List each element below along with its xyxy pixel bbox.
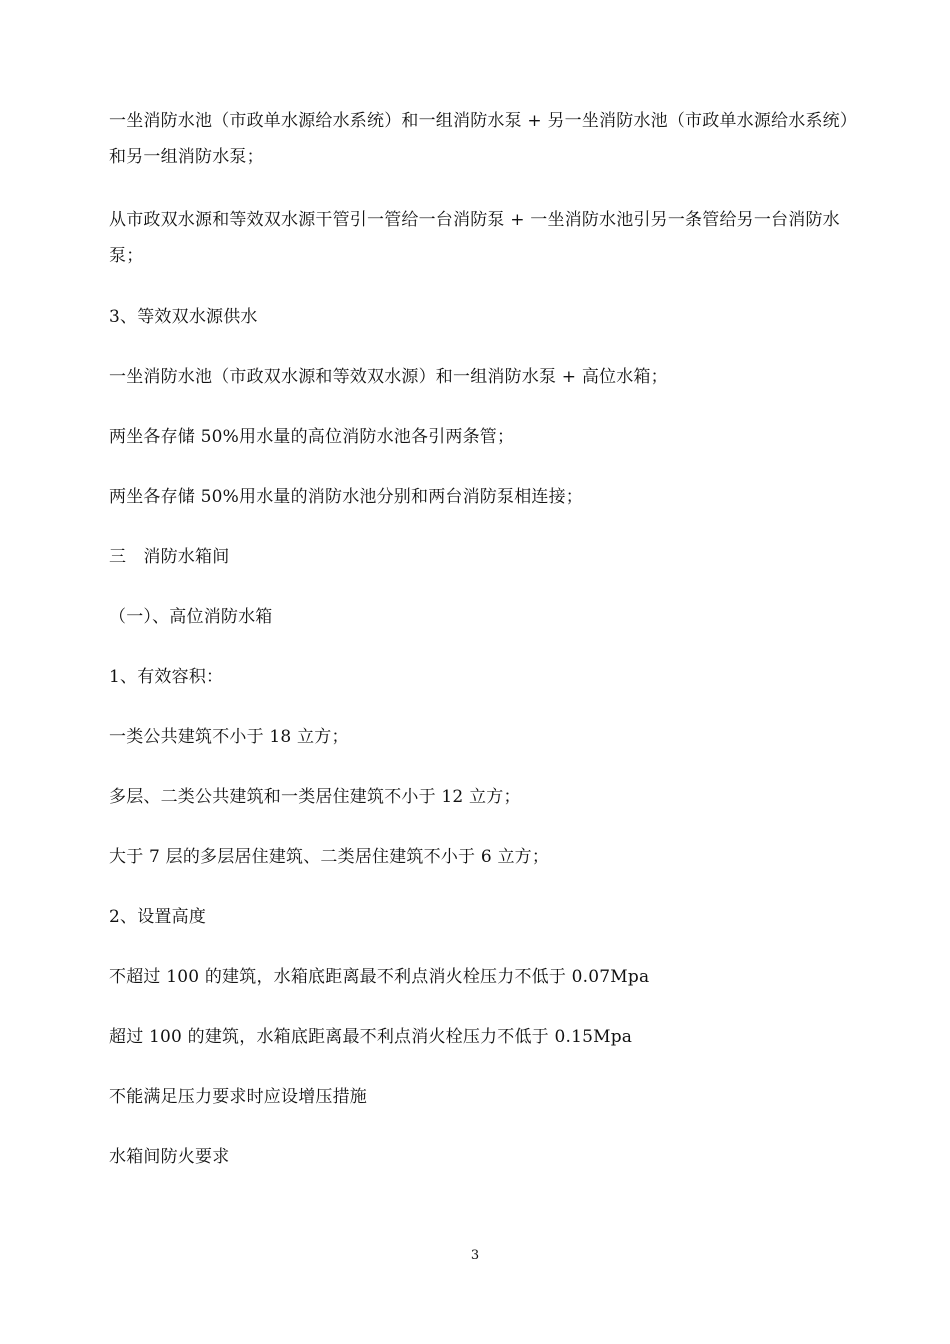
paragraph-4: 一坐消防水池（市政双水源和等效双水源）和一组消防水泵 + 高位水箱； <box>109 367 668 387</box>
paragraph-12: 大于 7 层的多层居住建筑、二类居住建筑不小于 6 立方； <box>109 847 550 867</box>
paragraph-11: 多层、二类公共建筑和一类居住建筑不小于 12 立方； <box>109 787 521 807</box>
paragraph-1: 一坐消防水池（市政单水源给水系统）和一组消防水泵 + 另一坐消防水池（市政单水源给水系统）和另一组消防水泵； <box>109 111 858 167</box>
chapter-heading-3: 三 消防水箱间 <box>109 547 230 567</box>
paragraph-6: 两坐各存储 50%用水量的消防水池分别和两台消防泵相连接； <box>109 487 583 507</box>
section-heading-3: 3、等效双水源供水 <box>109 307 258 327</box>
paragraph-16: 不能满足压力要求时应设增压措施 <box>109 1087 367 1107</box>
paragraph-2: 从市政双水源和等效双水源干管引一管给一台消防泵 + 一坐消防水池引另一条管给另一台消防水泵； <box>109 210 840 266</box>
page-number: 3 <box>470 1248 480 1263</box>
item-heading-1: 1、有效容积： <box>109 667 224 687</box>
paragraph-17: 水箱间防火要求 <box>109 1147 230 1167</box>
paragraph-10: 一类公共建筑不小于 18 立方； <box>109 727 349 747</box>
paragraph-15: 超过 100 的建筑，水箱底距离最不利点消火栓压力不低于 0.15Mpa <box>109 1027 633 1047</box>
document-body <box>100 103 860 1201</box>
item-heading-2: 2、设置高度 <box>109 907 207 927</box>
paragraph-14: 不超过 100 的建筑，水箱底距离最不利点消火栓压力不低于 0.07Mpa <box>109 967 650 987</box>
paragraph-5: 两坐各存储 50%用水量的高位消防水池各引两条管； <box>109 427 515 447</box>
subsection-heading-1: （一）、高位消防水箱 <box>109 607 273 627</box>
